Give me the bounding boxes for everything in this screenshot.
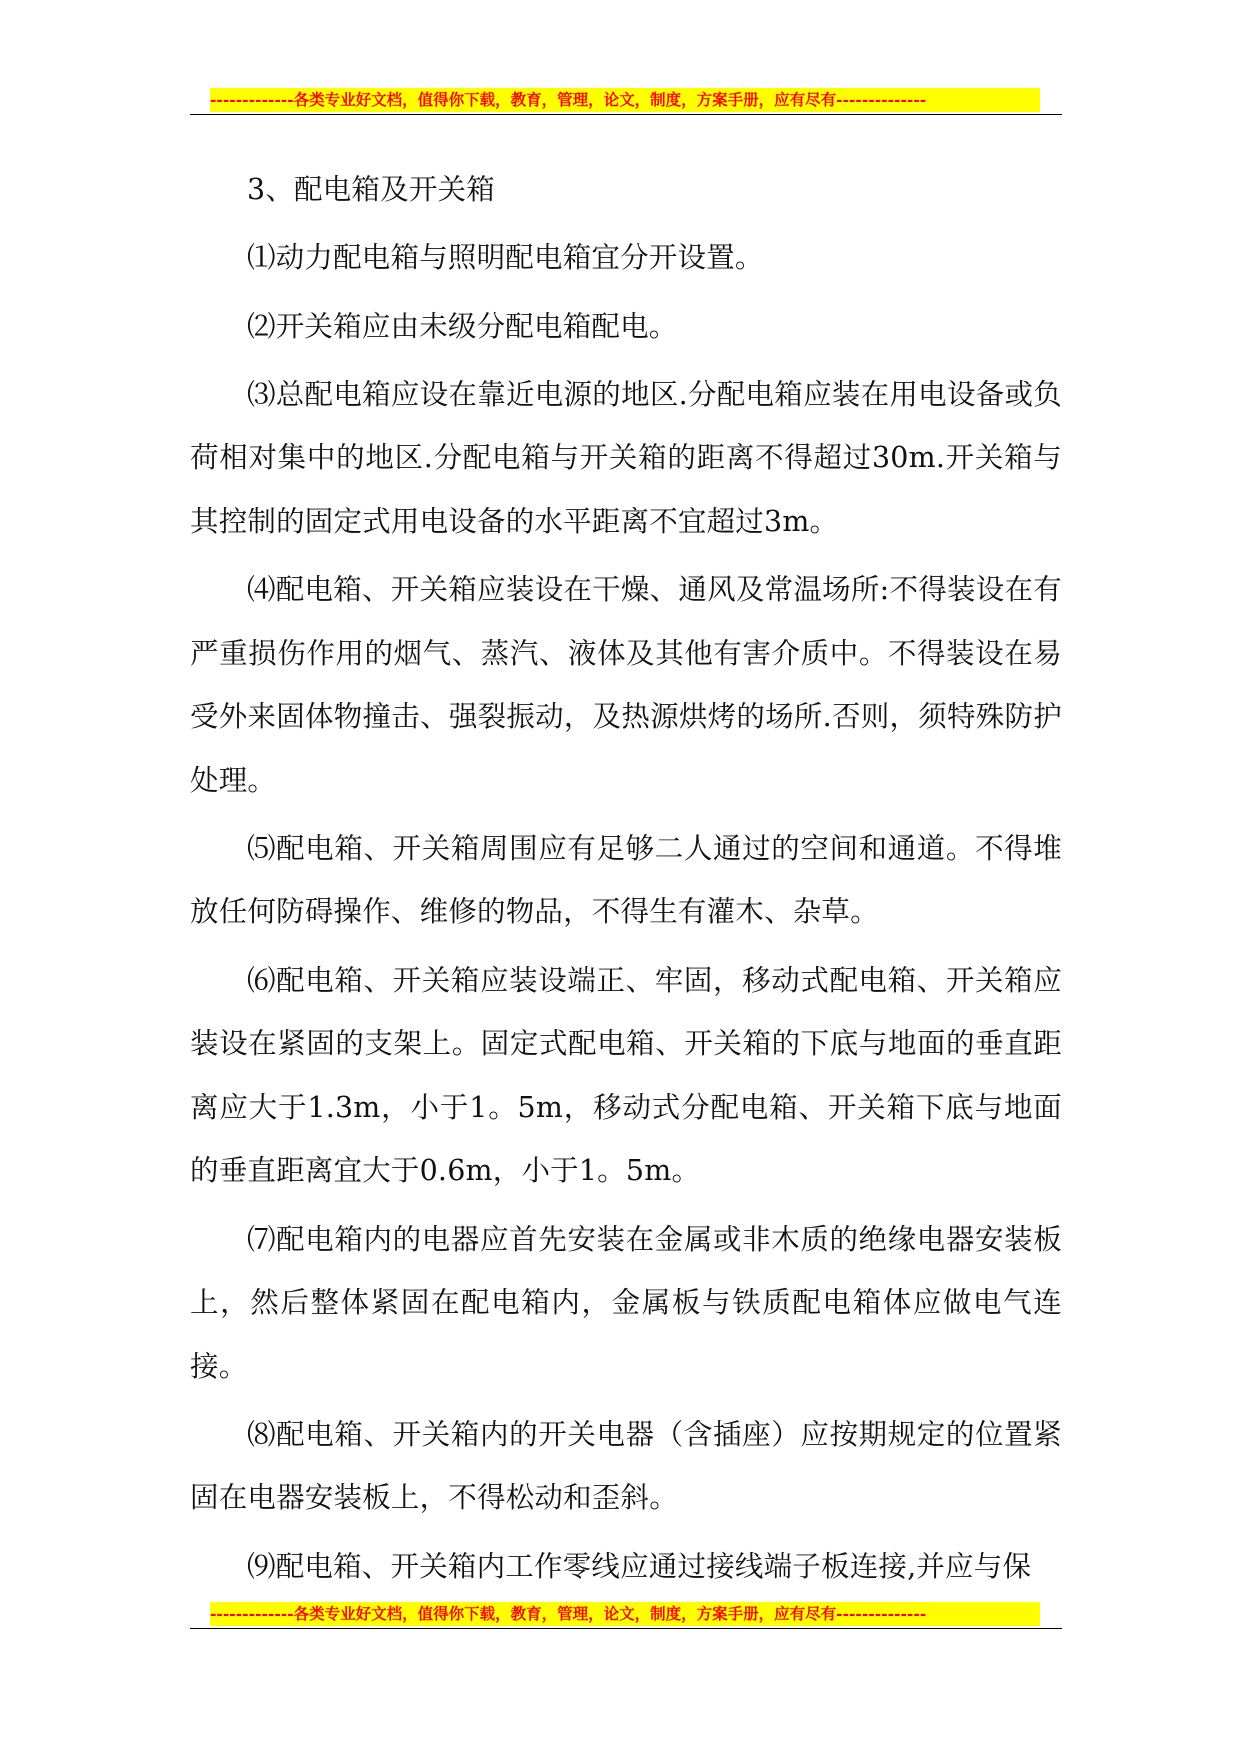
footer-banner: -------------各类专业好文档，值得你下载，教育，管理，论文，制度，方案手册，应有尽有-------------- xyxy=(210,1602,1040,1626)
paragraph-1: ⑴动力配电箱与照明配电箱宜分开设置。 xyxy=(247,241,764,275)
paragraph-4: ⑷配电箱、开关箱应装设在干燥、通风及常温场所:不得装设在有严重损伤作用的烟气、蒸汽、液体及其他有害介质中。不得装设在易受外来固体物撞击、强裂振动，及热源烘烤的场所.否则，须特殊防护处理。 xyxy=(190,573,1062,797)
header-rule xyxy=(190,114,1062,115)
paragraph-8: ⑻配电箱、开关箱内的开关电器（含插座）应按期规定的位置紧固在电器安装板上，不得松动和歪斜。 xyxy=(190,1417,1062,1515)
paragraph-3: ⑶总配电箱应设在靠近电源的地区.分配电箱应装在用电设备或负荷相对集中的地区.分配电箱与开关箱的距离不得超过30m.开关箱与其控制的固定式用电设备的水平距离不宜超过3m。 xyxy=(190,377,1062,538)
paragraph-9: ⑼配电箱、开关箱内工作零线应通过接线端子板连接,并应与保 xyxy=(247,1549,1032,1583)
header-banner: -------------各类专业好文档，值得你下载，教育，管理，论文，制度，方案手册，应有尽有-------------- xyxy=(210,88,1040,112)
footer-rule xyxy=(190,1628,1062,1629)
paragraph-6: ⑹配电箱、开关箱应装设端正、牢固，移动式配电箱、开关箱应装设在紧固的支架上。固定式配电箱、开关箱的下底与地面的垂直距离应大于1.3m，小于1。5m，移动式分配电箱、开关箱下底与地面的垂直距离宜大于0.6m，小于1。5m。 xyxy=(190,963,1062,1188)
paragraph-7: ⑺配电箱内的电器应首先安装在金属或非木质的绝缘电器安装板上，然后整体紧固在配电箱内，金属板与铁质配电箱体应做电气连接。 xyxy=(190,1222,1062,1383)
paragraph-2: ⑵开关箱应由未级分配电箱配电。 xyxy=(247,309,678,343)
section-heading: 3、配电箱及开关箱 xyxy=(247,173,495,206)
paragraph-5: ⑸配电箱、开关箱周围应有足够二人通过的空间和通道。不得堆放任何防碍操作、维修的物品，不得生有灌木、杂草。 xyxy=(190,831,1062,929)
document-body xyxy=(190,158,1062,1603)
